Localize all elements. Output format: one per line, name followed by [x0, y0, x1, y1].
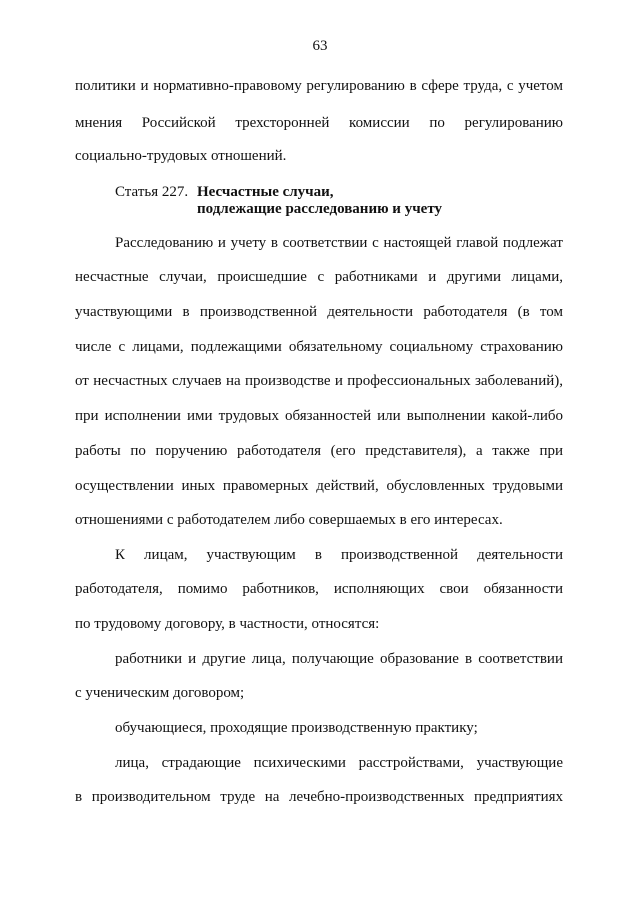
paragraph-1-line-5: от несчастных случаев на производстве и профессиональных заболеваний),	[75, 373, 563, 389]
intro-line-2: мнения Российской трехсторонней комиссии по регулированию	[75, 115, 563, 131]
paragraph-2-line-1: К лицам, участвующим в производственной деятельности	[115, 547, 563, 563]
paragraph-1-line-7: работы по поручению работодателя (его представителя), а также при	[75, 443, 563, 459]
paragraph-5-line-1: лица, страдающие психическими расстройствами, участвующие	[115, 755, 563, 771]
paragraph-2-line-2: работодателя, помимо работников, исполняющих свои обязанности	[75, 581, 563, 597]
paragraph-2-line-3: по трудовому договору, в частности, относятся:	[75, 616, 380, 632]
paragraph-3-line-1: работники и другие лица, получающие образование в соответствии	[115, 651, 563, 667]
paragraph-4-line-1: обучающиеся, проходящие производственную практику;	[115, 720, 478, 736]
intro-line-1: политики и нормативно-правовому регулированию в сфере труда, с учетом	[75, 78, 563, 94]
paragraph-1-line-8: осуществлении иных правомерных действий, обусловленных трудовыми	[75, 478, 563, 494]
paragraph-1-line-3: участвующими в производственной деятельности работодателя (в том	[75, 304, 563, 320]
paragraph-1-line-1: Расследованию и учету в соответствии с настоящей главой подлежат	[115, 235, 563, 251]
page-number: 63	[312, 38, 328, 54]
paragraph-1-line-6: при исполнении ими трудовых обязанностей или выполнении какой-либо	[75, 408, 563, 424]
paragraph-5-line-2: в производительном труде на лечебно-производственных предприятиях	[75, 789, 563, 805]
paragraph-1-line-9: отношениями с работодателем либо совершаемых в его интересах.	[75, 512, 503, 528]
paragraph-3-line-2: с ученическим договором;	[75, 685, 245, 701]
paragraph-1-line-4: числе с лицами, подлежащими обязательному социальному страхованию	[75, 339, 563, 355]
article-title-line-2: подлежащие расследованию и учету	[197, 201, 442, 217]
intro-line-3: социально-трудовых отношений.	[75, 148, 287, 164]
paragraph-1-line-2: несчастные случаи, происшедшие с работниками и другими лицами,	[75, 269, 563, 285]
article-title-line-1: Несчастные случаи,	[197, 184, 334, 200]
article-label: Статья 227.	[115, 184, 189, 200]
